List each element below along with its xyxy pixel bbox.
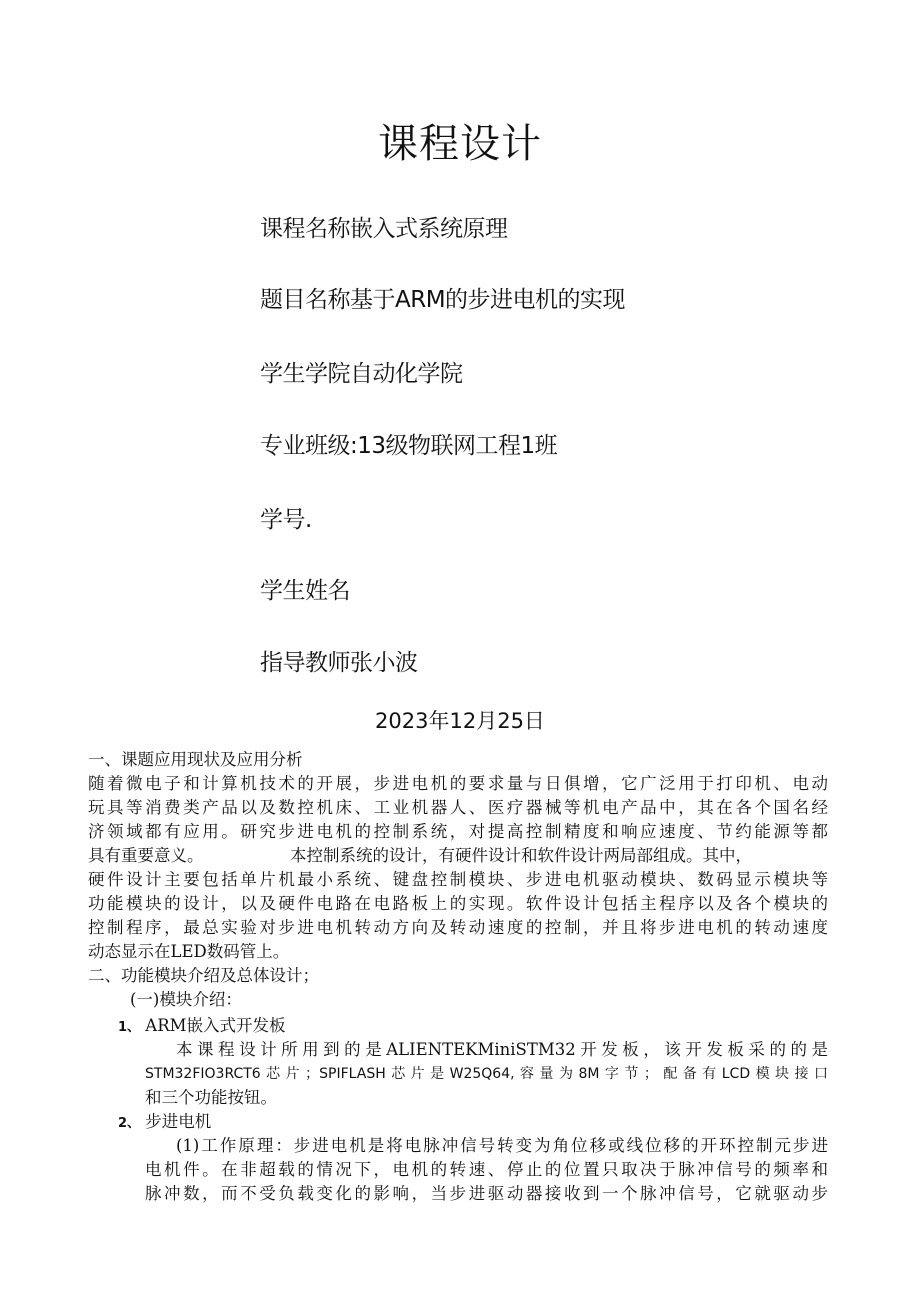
student-id-field: 学号.: [260, 507, 312, 533]
section-2-heading: 二、功能模块介绍及总体设计；: [88, 966, 319, 985]
paragraph-line: 脉冲数，而不受负载变化的影响，当步进驱动器接收到一个脉冲信号，它就驱动步: [145, 1184, 828, 1203]
document-title: 课程设计: [378, 121, 542, 167]
item-1-title: ARM嵌入式开发板: [145, 1016, 286, 1035]
paragraph-line: 控制程序，最总实验对步进电机转动方向及转动速度的控制，并且将步进电机的转动速度: [88, 918, 828, 937]
paragraph-line: 电机件。在非超载的情况下，电机的转速、停止的位置只取决于脉冲信号的频率和: [145, 1160, 828, 1179]
topic-field: 题目名称基于ARM的步进电机的实现: [260, 287, 626, 313]
item-2-heading: [118, 1110, 211, 1136]
major-class-field: 专业班级:13级物联网工程1班: [260, 433, 558, 459]
paragraph-line: 济领域都有应用。研究步进电机的控制系统，对提高控制精度和响应速度、节约能源等都: [88, 822, 828, 841]
course-name-field: 课程名称嵌入式系统原理: [260, 216, 508, 242]
section-2-sub-heading: (一)模块介绍：: [130, 990, 242, 1009]
paragraph-line: (1)工作原理：步进电机是将电脉冲信号转变为角位移或线位移的开环控制元步进: [176, 1136, 828, 1155]
paragraph-line: 硬件设计主要包括单片机最小系统、键盘控制模块、步进电机驱动模块、数码显示模块等: [88, 870, 828, 889]
college-field: 学生学院自动化学院: [260, 361, 463, 387]
paragraph-line: 玩具等消费类产品以及数控机床、工业机器人、医疗器械等机电产品中，其在各个国名经: [88, 798, 828, 817]
item-1-number: 1、: [118, 1020, 141, 1035]
paragraph-line: STM32FIO3RCT6芯片；SPIFLASH芯片是W25Q64,容量为8M字节；配备有LCD模块接口: [145, 1066, 828, 1082]
item-1-heading: [118, 1014, 286, 1040]
item-2-title: 步进电机: [145, 1112, 212, 1131]
paragraph-line: 功能模块的设计，以及硬件电路在电路板上的实现。软件设计包括主程序以及各个模块的: [88, 894, 828, 913]
section-1-heading: 一、课题应用现状及应用分析: [88, 750, 303, 769]
paragraph-line: 随着微电子和计算机技术的开展，步进电机的要求量与日俱增，它广泛用于打印机、电动: [88, 774, 828, 793]
item-2-number: 2、: [118, 1116, 141, 1131]
document-date: 2023年12月25日: [375, 709, 545, 733]
paragraph-line: 和三个功能按钮。: [145, 1088, 277, 1107]
paragraph-line: 具有重要意义。: [88, 846, 204, 865]
advisor-field: 指导教师张小波: [260, 650, 418, 676]
paragraph-line: 本控制系统的设计，有硬件设计和软件设计两局部组成。其中，: [290, 846, 752, 865]
student-name-field: 学生姓名: [260, 578, 350, 604]
paragraph-line: 动态显示在LED数码管上。: [88, 942, 290, 961]
paragraph-line: 本课程设计所用到的是ALIENTEKMiniSTM32开发板，该开发板采的的是: [176, 1040, 828, 1059]
